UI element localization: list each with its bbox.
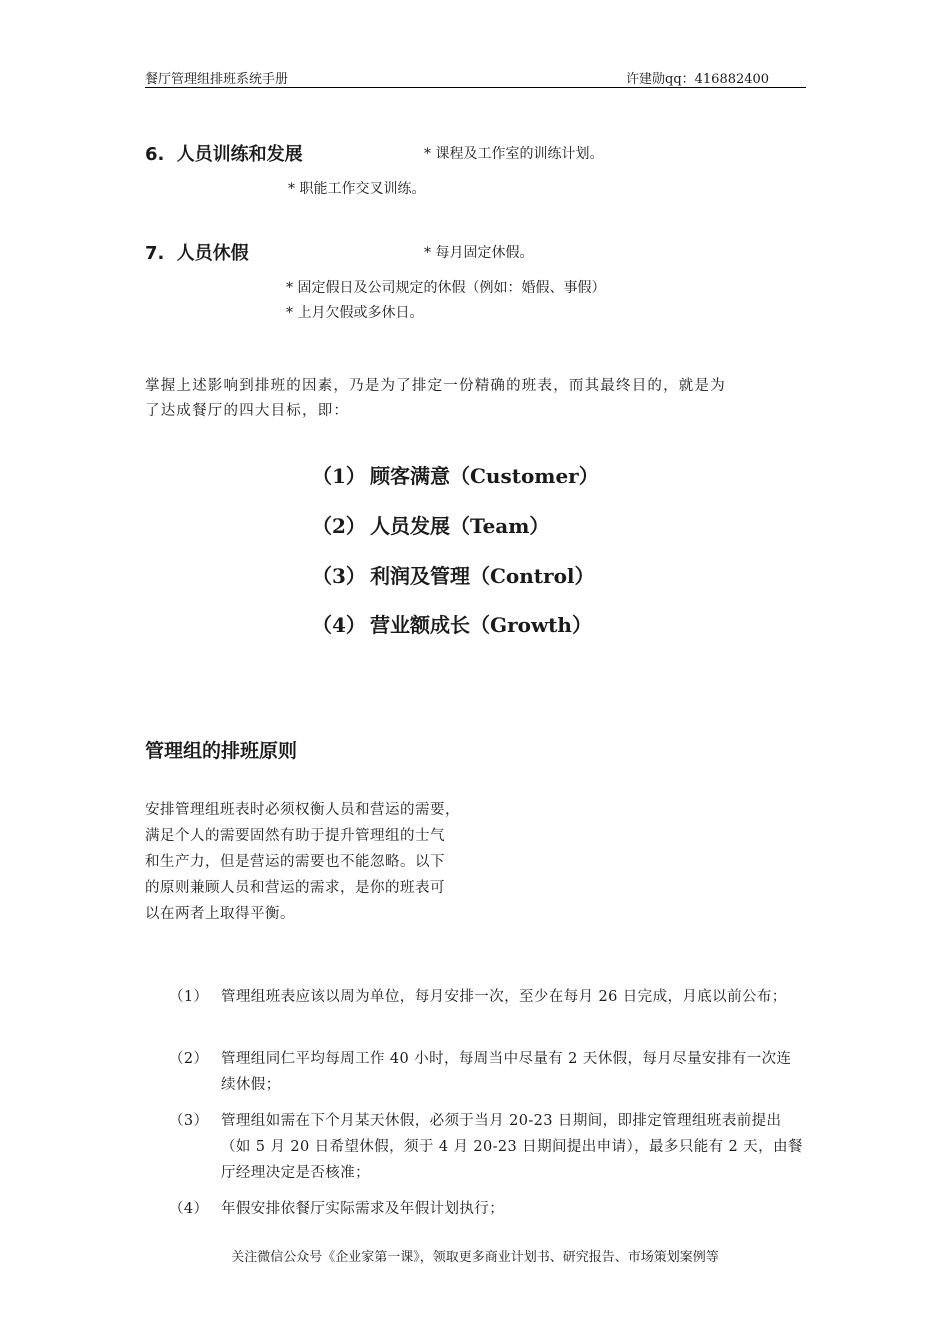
rule-text: 管理组如需在下个月某天休假，必须于当月 20-23 日期间，即排定管理组班表前提出（如 5 月 20 日希望休假，须于 4 月 20-23 日期间提出申请），最多只能有 2 天，由餐厅经理决定是否核准；	[221, 1113, 803, 1181]
section-7-heading	[145, 239, 249, 265]
goal-number: （1）	[312, 464, 366, 488]
section-6-heading	[145, 140, 303, 166]
goal-item	[312, 460, 599, 489]
section-title: 人员休假	[176, 243, 249, 264]
intro-line: 的原则兼顾人员和营运的需求，是你的班表可	[145, 880, 445, 896]
rule-text: 管理组班表应该以周为单位，每月安排一次，至少在每月 26 日完成，月底以前公布；	[221, 989, 787, 1005]
goal-text: 营业额成长（Growth）	[370, 613, 592, 637]
principles-heading: 管理组的排班原则	[145, 740, 298, 762]
summary-paragraph	[145, 374, 806, 424]
intro-line: 安排管理组班表时必须权衡人员和营运的需要，	[145, 802, 460, 818]
section-6-item: * 职能工作交叉训练。	[288, 181, 426, 197]
header-divider	[145, 87, 806, 88]
goal-number: （3）	[312, 564, 366, 588]
intro-line: 满足个人的需要固然有助于提升管理组的士气	[145, 828, 445, 844]
section-7-item: * 每月固定休假。	[424, 245, 534, 261]
section-number: 6.	[145, 144, 165, 165]
section-title: 人员训练和发展	[176, 144, 303, 165]
goal-text: 顾客满意（Customer）	[370, 464, 599, 488]
section-7-item: * 上月欠假或多休日。	[286, 305, 424, 321]
rule-number: （2）	[169, 1051, 209, 1067]
rule-number: （1）	[169, 989, 209, 1005]
rule-number: （4）	[169, 1201, 209, 1217]
rule-number: （3）	[169, 1113, 209, 1129]
summary-line: 了达成餐厅的四大目标，即：	[145, 403, 350, 419]
goal-text: 人员发展（Team）	[370, 514, 550, 538]
goal-number: （4）	[312, 613, 366, 637]
goal-item	[312, 510, 549, 539]
intro-line: 以在两者上取得平衡。	[145, 906, 295, 922]
rule-text: 管理组同仁平均每周工作 40 小时，每周当中尽量有 2 天休假，每月尽量安排有一次连续休假；	[221, 1051, 792, 1093]
goal-number: （2）	[312, 514, 366, 538]
summary-line: 掌握上述影响到排班的因素，乃是为了排定一份精确的班表，而其最终目的，就是为	[145, 378, 726, 394]
footer-note: 关注微信公众号《企业家第一课》，领取更多商业计划书、研究报告、市场策划案例等	[231, 1250, 719, 1265]
header-doc-title: 餐厅管理组排班系统手册	[145, 72, 289, 87]
goal-item	[312, 560, 595, 589]
intro-line: 和生产力，但是营运的需要也不能忽略。以下	[145, 854, 445, 870]
section-6-item: * 课程及工作室的训练计划。	[424, 146, 604, 162]
goal-item	[312, 609, 592, 638]
header-author-contact: 许建勋qq：416882400	[626, 72, 770, 87]
rule-text: 年假安排依餐厅实际需求及年假计划执行；	[221, 1201, 505, 1217]
section-number: 7.	[145, 243, 165, 264]
goal-text: 利润及管理（Control）	[370, 564, 595, 588]
section-7-item: * 固定假日及公司规定的休假（例如：婚假、事假）	[286, 280, 606, 296]
principles-intro	[145, 797, 460, 927]
